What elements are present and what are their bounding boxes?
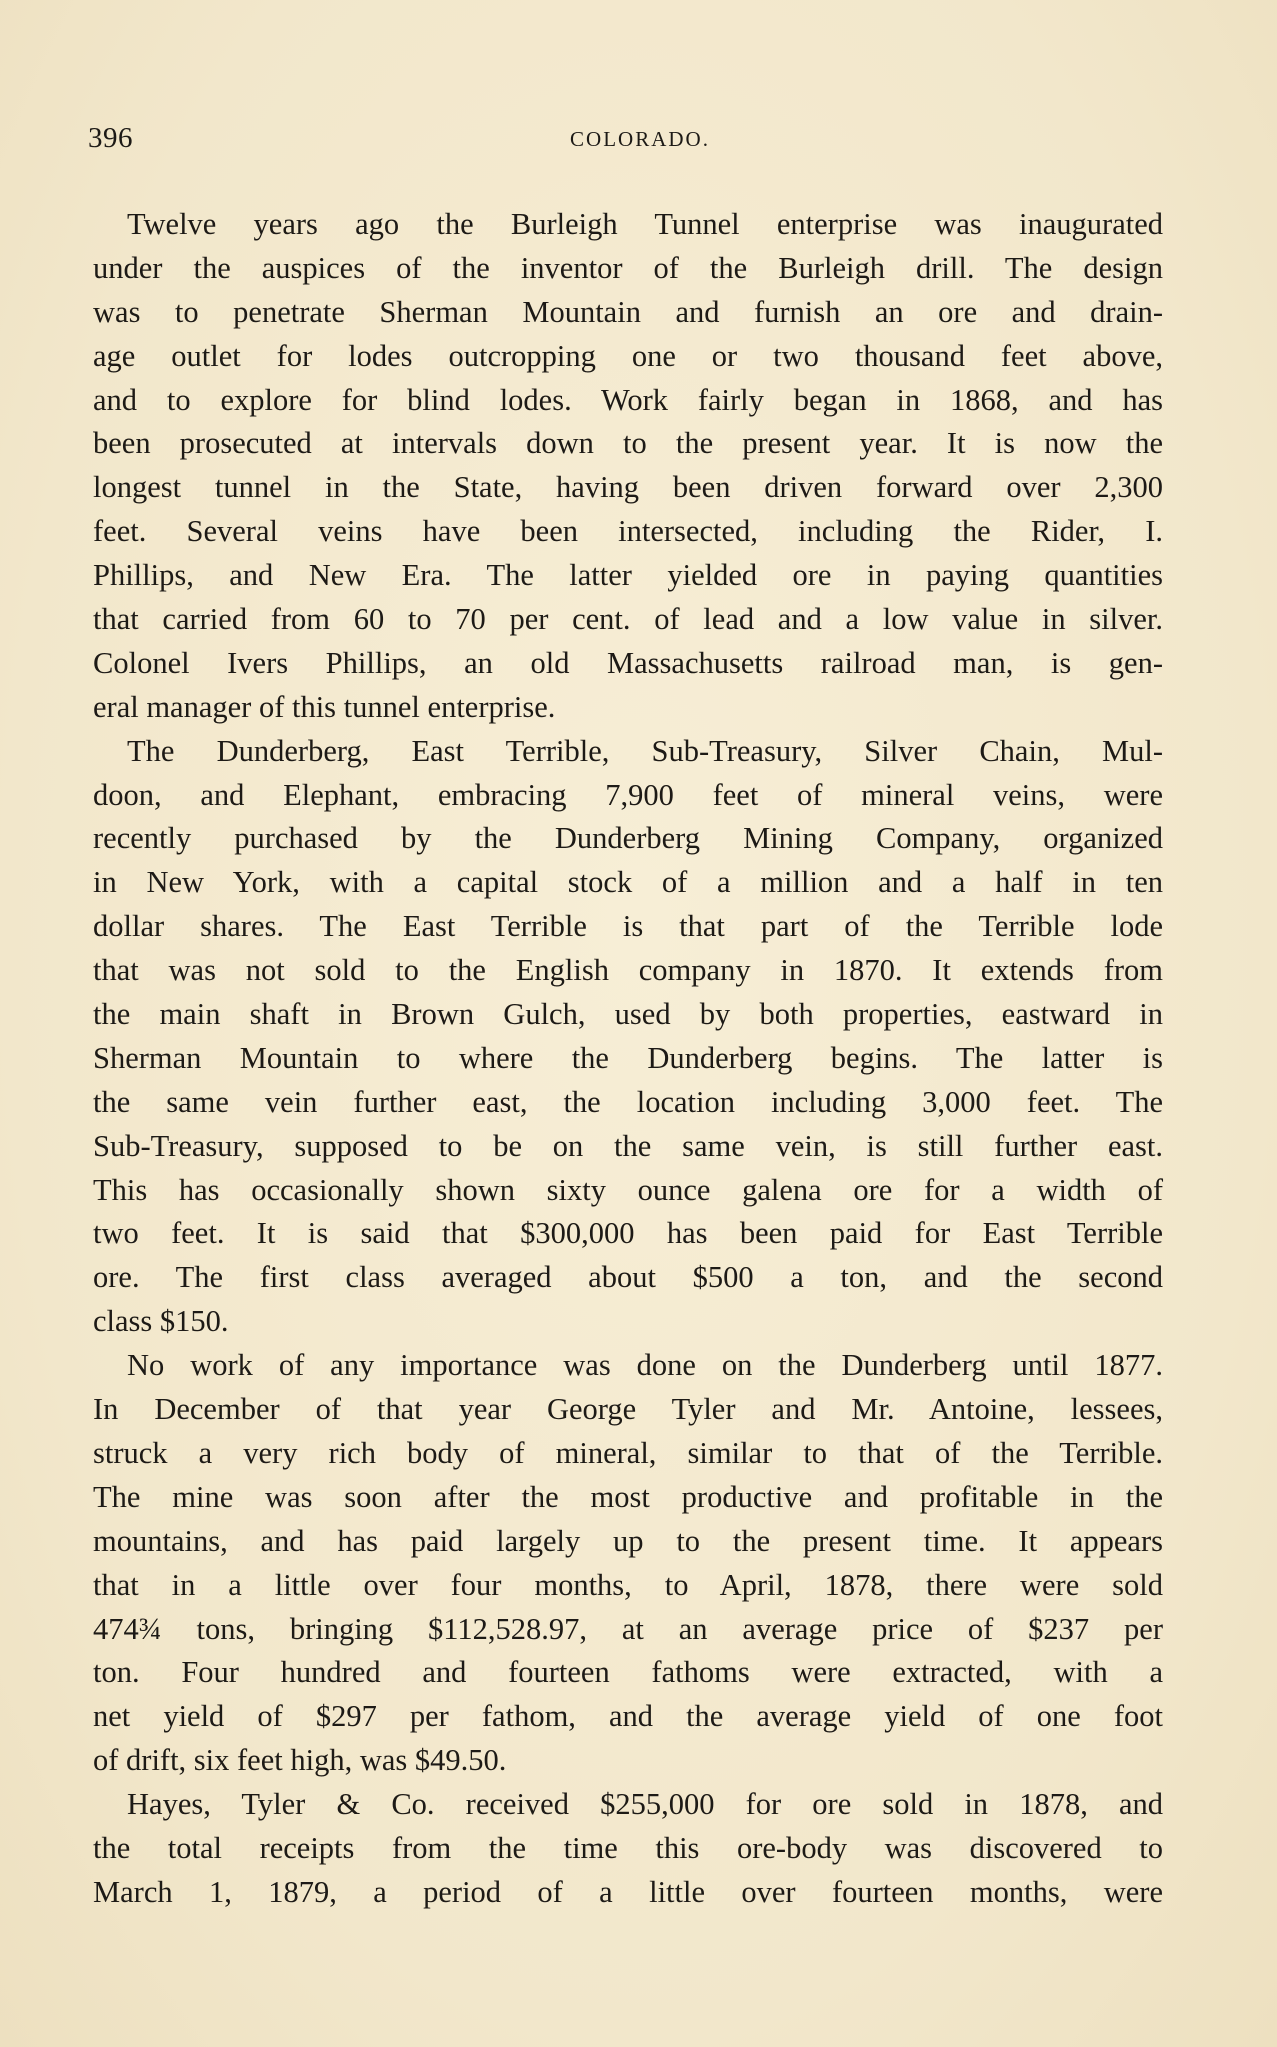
text-line: that in a little over four months, to April, 1878, there were sold: [93, 1567, 1163, 1602]
text-line: doon, and Elephant, embracing 7,900 feet of mineral veins, were: [93, 777, 1163, 812]
text-line: dollar shares. The East Terrible is that part of the Terrible lode: [93, 909, 1163, 944]
text-line: and to explore for blind lodes. Work fairly began in 1868, and has: [93, 382, 1163, 417]
body-text: [93, 203, 1163, 1915]
text-line: Twelve years ago the Burleigh Tunnel enterprise was inaugurated: [127, 207, 1163, 241]
text-line: longest tunnel in the State, having been driven forward over 2,300: [93, 470, 1163, 505]
text-line: Phillips, and New Era. The latter yielded ore in paying quantities: [93, 558, 1163, 593]
text-line: class $150.: [93, 1304, 229, 1339]
text-line: under the auspices of the inventor of the Burleigh drill. The design: [93, 250, 1163, 285]
page-number: 396: [88, 122, 133, 154]
text-line: ton. Four hundred and fourteen fathoms were extracted, with a: [93, 1655, 1163, 1690]
text-line: No work of any importance was done on the Dunderberg until 1877.: [127, 1348, 1163, 1383]
text-line: of drift, six feet high, was $49.50.: [93, 1743, 507, 1778]
text-line: been prosecuted at intervals down to the present year. It is now the: [93, 426, 1163, 461]
text-line: March 1, 1879, a period of a little over fourteen months, were: [93, 1874, 1163, 1909]
text-line: Sub-Treasury, supposed to be on the same vein, is still further east.: [93, 1128, 1163, 1163]
text-line: was to penetrate Sherman Mountain and furnish an ore and drain-: [93, 294, 1163, 329]
text-line: that was not sold to the English company in 1870. It extends from: [93, 953, 1163, 988]
page-header: [88, 122, 1192, 162]
text-line: feet. Several veins have been intersected, including the Rider, I.: [93, 514, 1163, 549]
text-line: net yield of $297 per fathom, and the average yield of one foot: [93, 1699, 1163, 1734]
running-head: COLORADO.: [570, 127, 710, 151]
text-line: recently purchased by the Dunderberg Mining Company, organized: [93, 821, 1163, 856]
text-line: two feet. It is said that $300,000 has been paid for East Terrible: [93, 1216, 1163, 1251]
text-line: the total receipts from the time this ore-body was discovered to: [93, 1830, 1163, 1865]
text-line: The Dunderberg, East Terrible, Sub-Treasury, Silver Chain, Mul-: [127, 733, 1163, 768]
text-line: In December of that year George Tyler and Mr. Antoine, lessees,: [93, 1392, 1163, 1427]
text-line: Colonel Ivers Phillips, an old Massachusetts railroad man, is gen-: [93, 645, 1163, 680]
text-line: struck a very rich body of mineral, similar to that of the Terrible.: [93, 1435, 1163, 1470]
text-line: that carried from 60 to 70 per cent. of lead and a low value in silver.: [93, 602, 1163, 637]
text-line: 474¾ tons, bringing $112,528.97, at an average price of $237 per: [93, 1611, 1163, 1646]
text-line: Sherman Mountain to where the Dunderberg begins. The latter is: [93, 1040, 1163, 1075]
text-line: the main shaft in Brown Gulch, used by both properties, eastward in: [93, 997, 1163, 1032]
text-line: in New York, with a capital stock of a million and a half in ten: [93, 865, 1163, 900]
text-line: ore. The first class averaged about $500 a ton, and the second: [93, 1260, 1163, 1295]
text-line: eral manager of this tunnel enterprise.: [93, 689, 556, 724]
text-line: Hayes, Tyler & Co. received $255,000 for ore sold in 1878, and: [127, 1787, 1163, 1822]
text-line: The mine was soon after the most productive and profitable in the: [93, 1479, 1163, 1514]
text-line: This has occasionally shown sixty ounce galena ore for a width of: [93, 1172, 1163, 1207]
text-line: age outlet for lodes outcropping one or two thousand feet above,: [93, 338, 1163, 373]
text-line: mountains, and has paid largely up to the present time. It appears: [93, 1523, 1163, 1558]
text-line: the same vein further east, the location including 3,000 feet. The: [93, 1084, 1163, 1119]
